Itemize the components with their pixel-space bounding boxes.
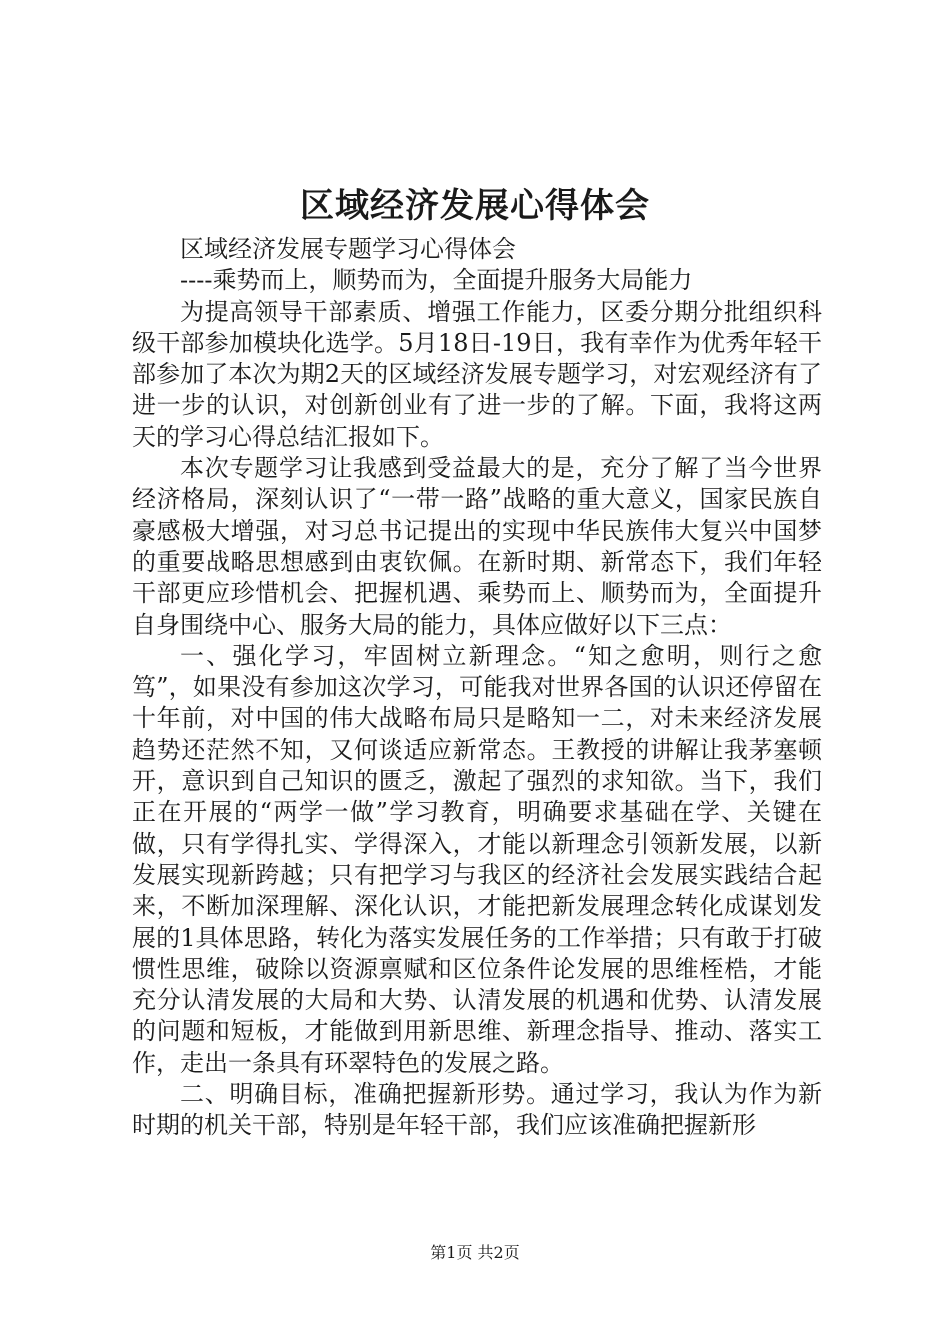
page-number-footer: 第1页 共2页: [430, 1243, 520, 1262]
point-two-paragraph: 二、明确目标，准确把握新形势。通过学习，我认为作为新时期的机关干部，特别是年轻干部，我们应该准确把握新形: [132, 1080, 822, 1140]
point-one-paragraph: 一、强化学习，牢固树立新理念。“知之愈明，则行之愈笃”，如果没有参加这次学习，可能我对世界各国的认识还停留在十年前，对中国的伟大战略布局只是略知一二，对未来经济发展趋势还茫然不知，又何谈适应新常态。王教授的讲解让我茅塞顿开，意识到自己知识的匮乏，激起了强烈的求知欲。当下，我们正在开展的“两学一做”学习教育，明确要求基础在学、关键在做，只有学得扎实、学得深入，才能以新理念引领新发展，以新发展实现新跨越；只有把学习与我区的经济社会发展实践结合起来，不断加深理解、深化认识，才能把新发展理念转化成谋划发展的1具体思路，转化为落实发展任务的工作举措；只有敢于打破惯性思维，破除以资源禀赋和区位条件论发展的思维桎梏，才能充分认清发展的大局和大势、认清发展的机遇和优势、认清发展的问题和短板，才能做到用新思维、新理念指导、推动、落实工作，走出一条具有环翠特色的发展之路。: [132, 641, 822, 1077]
document-body: [132, 234, 822, 1142]
document-title: 区域经济发展心得体会: [300, 186, 650, 226]
subtitle-slogan-paragraph: ----乘势而上，顺势而为，全面提升服务大局能力: [180, 266, 693, 295]
intro-paragraph: 为提高领导干部素质、增强工作能力，区委分期分批组织科级干部参加模块化选学。5月18日-19日，我有幸作为优秀年轻干部参加了本次为期2天的区域经济发展专题学习，对宏观经济有了进一步的认识，对创新创业有了进一步的了解。下面，我将这两天的学习心得总结汇报如下。: [132, 297, 822, 451]
subtitle-paragraph: 区域经济发展专题学习心得体会: [180, 235, 516, 263]
summary-paragraph: 本次专题学习让我感到受益最大的是，充分了解了当今世界经济格局，深刻认识了“一带一路”战略的重大意义，国家民族自豪感极大增强，对习总书记提出的实现中华民族伟大复兴中国梦的重要战略思想感到由衷钦佩。在新时期、新常态下，我们年轻干部更应珍惜机会、把握机遇、乘势而上、顺势而为，全面提升自身围绕中心、服务大局的能力，具体应做好以下三点：: [132, 454, 822, 639]
